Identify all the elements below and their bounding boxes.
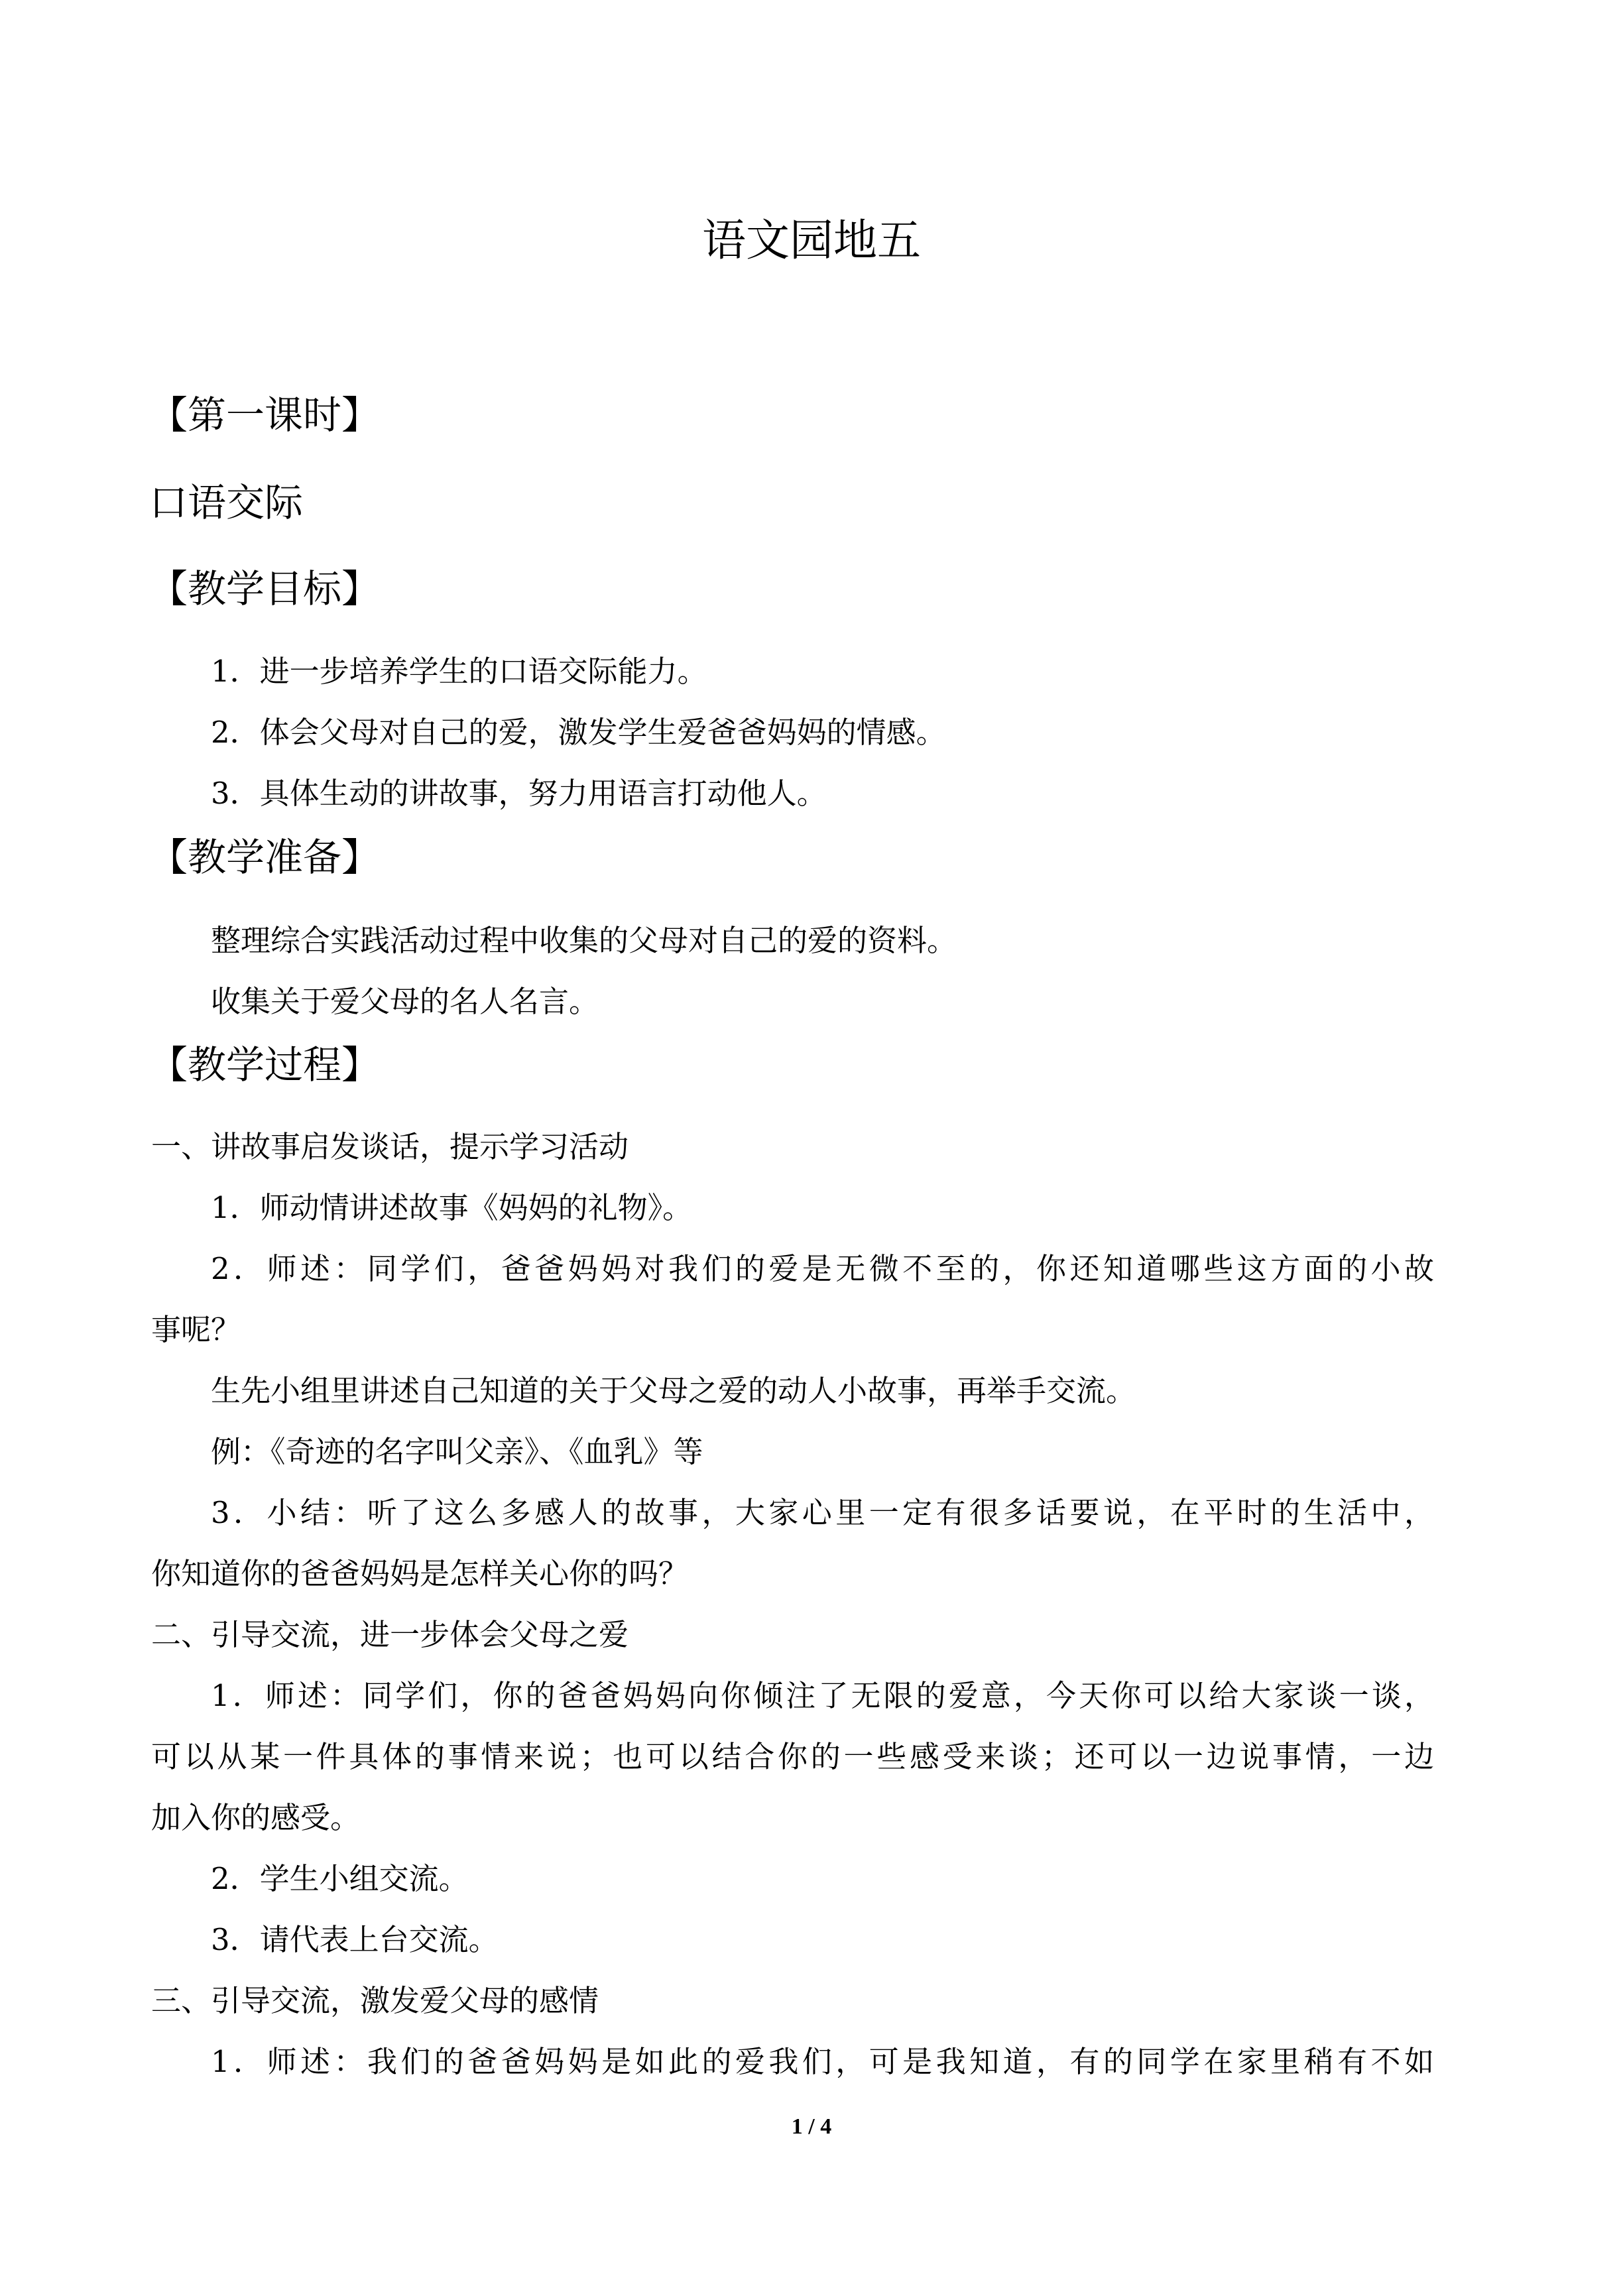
process-line: 你知道你的爸爸妈妈是怎样关心你的吗？ (151, 1556, 689, 1591)
topic-heading: 口语交际 (149, 480, 304, 525)
process-line: 2．师述：同学们，爸爸妈妈对我们的爱是无微不至的，你还知道哪些这方面的小故 (211, 1251, 1434, 1286)
process-line: 1．师述：同学们，你的爸爸妈妈向你倾注了无限的爱意，今天你可以给大家谈一谈， (211, 1678, 1434, 1713)
document-title: 语文园地五 (702, 215, 921, 266)
process-line: 2．学生小组交流。 (211, 1861, 469, 1896)
goal-item: 1．进一步培养学生的口语交际能力。 (211, 654, 707, 689)
goals-heading: 【教学目标】 (149, 566, 381, 611)
goal-item: 3．具体生动的讲故事，努力用语言打动他人。 (211, 776, 827, 811)
preparation-heading: 【教学准备】 (149, 835, 381, 880)
process-line: 事呢？ (151, 1312, 241, 1347)
goal-item: 2．体会父母对自己的爱，激发学生爱爸爸妈妈的情感。 (211, 715, 946, 750)
process-line: 3．小结：听了这么多感人的故事，大家心里一定有很多话要说，在平时的生活中， (211, 1495, 1434, 1530)
process-line: 可以从某一件具体的事情来说；也可以结合你的一些感受来谈；还可以一边说事情，一边 (151, 1739, 1434, 1774)
process-line: 3．请代表上台交流。 (211, 1922, 499, 1957)
process-line: 生先小组里讲述自己知道的关于父母之爱的动人小故事，再举手交流。 (211, 1373, 1136, 1408)
process-heading: 【教学过程】 (149, 1042, 381, 1087)
preparation-item: 收集关于爱父母的名人名言。 (211, 984, 599, 1019)
lesson-period-heading: 【第一课时】 (149, 393, 381, 438)
process-line: 加入你的感受。 (151, 1800, 361, 1835)
process-line: 1．师动情讲述故事《妈妈的礼物》。 (211, 1190, 693, 1225)
process-section-title: 一、讲故事启发谈话，提示学习活动 (151, 1129, 629, 1164)
page-number: 1 / 4 (791, 2114, 832, 2139)
process-line: 1．师述：我们的爸爸妈妈是如此的爱我们，可是我知道，有的同学在家里稍有不如 (211, 2044, 1434, 2079)
process-section-title: 二、引导交流，进一步体会父母之爱 (151, 1617, 629, 1652)
preparation-item: 整理综合实践活动过程中收集的父母对自己的爱的资料。 (211, 923, 957, 958)
process-section-title: 三、引导交流，激发爱父母的感情 (151, 1983, 599, 2018)
process-line: 例：《奇迹的名字叫父亲》、《血乳》等 (211, 1434, 703, 1469)
